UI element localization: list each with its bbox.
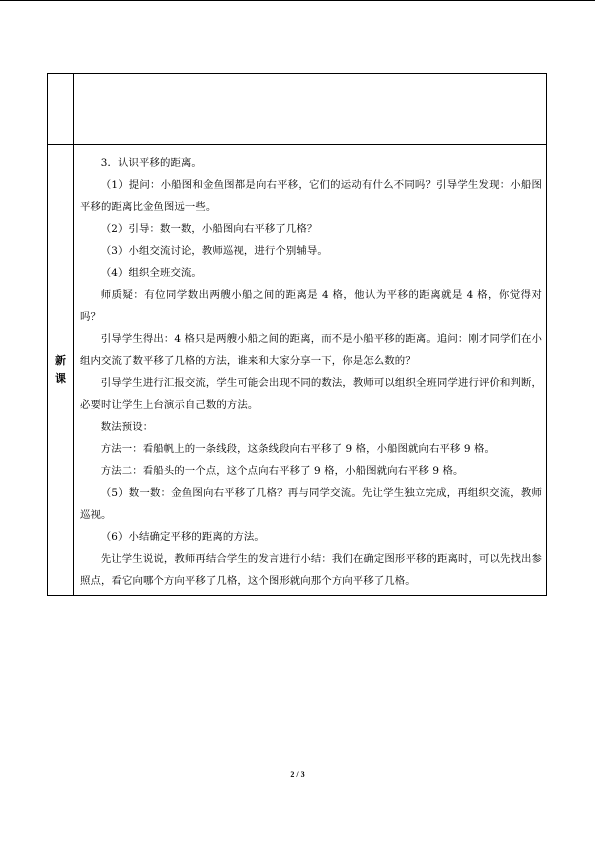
paragraph: 师质疑：有位同学数出两艘小船之间的距离是 4 格，他认为平移的距离就是 4 格，你觉得对吗？ [80, 289, 542, 323]
paragraph: 方法二：看船头的一个点，这个点向右平移了 9 格，小船图就向右平移 9 格。 [100, 465, 464, 477]
paragraph: （3）小组交流讨论，教师巡视，进行个别辅导。 [100, 245, 328, 257]
page-number: 2 / 3 [290, 770, 305, 779]
paragraph: 引导学生得出：4 格只是两艘小船之间的距离，而不是小船平移的距离。追问：刚才同学们在小组内交流了数平移了几格的方法，谁来和大家分享一下，你是怎么数的？ [80, 333, 542, 367]
lesson-content-cell [74, 145, 547, 596]
paragraph: （5）数一数：金鱼图向右平移了几格？再与同学交流。先让学生独立完成，再组织交流，教师巡视。 [80, 487, 542, 521]
paragraph: 先让学生说说，教师再结合学生的发言进行小结：我们在确定图形平移的距离时，可以先找出参照点，看它向哪个方向平移了几格，这个图形就向那个方向平移了几格。 [80, 553, 542, 587]
paragraph: 引导学生进行汇报交流，学生可能会出现不同的数法，教师可以组织全班同学进行评价和判断，必要时让学生上台演示自己数的方法。 [80, 377, 542, 411]
paragraph: （6）小结确定平移的距离的方法。 [100, 531, 265, 543]
paragraph: 3．认识平移的距离。 [100, 157, 202, 169]
section-label-cell [48, 145, 74, 596]
header-rule [0, 0, 595, 1]
empty-label-cell [48, 74, 74, 145]
empty-content-cell [74, 74, 547, 145]
lesson-table [47, 73, 547, 596]
paragraph: （2）引导：数一数，小船图向右平移了几格？ [100, 223, 318, 235]
paragraph: （4）组织全班交流。 [100, 267, 202, 279]
section-label-char: 课 [55, 372, 66, 385]
paragraph: （1）提问：小船图和金鱼图都是向右平移，它们的运动有什么不同吗？引导学生发现：小船图平移的距离比金鱼图远一些。 [80, 179, 542, 213]
paragraph: 数法预设： [100, 421, 154, 433]
empty-table-row [48, 74, 547, 145]
new-lesson-row [48, 145, 547, 596]
section-label-char: 新 [55, 354, 66, 367]
paragraph: 方法一：看船帆上的一条线段，这条线段向右平移了 9 格，小船图就向右平移 9 格。 [100, 443, 495, 455]
